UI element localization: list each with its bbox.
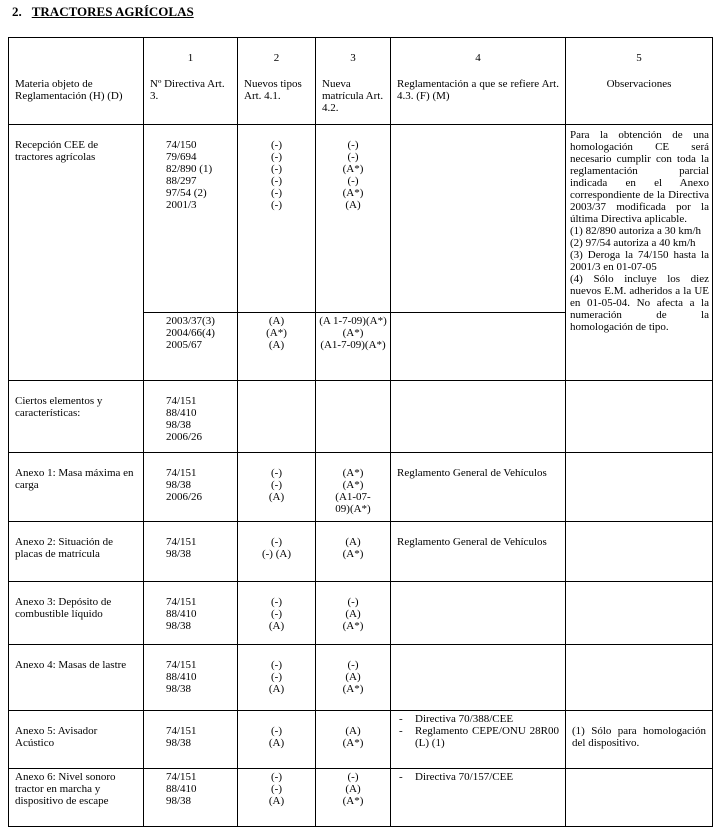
matricula-cell: (A) (A*) <box>316 711 391 769</box>
table-row <box>9 711 713 769</box>
matricula-cell: (A*) (A*) (A1-07- 09)(A*) <box>316 453 391 522</box>
section-number: 2. <box>12 4 22 19</box>
matricula-cell: (-) (-) (A*) (-) (A*) (A) <box>316 125 391 313</box>
table-row <box>9 381 713 453</box>
col-header-reglamentacion: Reglamentación a que se refiere Art. 4.3. (F) (M) <box>391 72 566 125</box>
materia-cell: Anexo 1: Masa máxima en carga <box>9 453 144 522</box>
reglamentacion-cell <box>391 313 566 381</box>
section-title: TRACTORES AGRÍCOLAS <box>31 4 194 19</box>
matricula-cell: (A 1-7-09)(A*) (A*) (A1-7-09)(A*) <box>316 313 391 381</box>
matricula-cell: (-) (A) (A*) <box>316 645 391 711</box>
col-header-observaciones: Observaciones <box>566 72 713 125</box>
nuevos-tipos-cell: (A) (A*) (A) <box>238 313 316 381</box>
materia-cell: Anexo 4: Masas de lastre <box>9 645 144 711</box>
nuevos-tipos-cell: (-) (-) (A) <box>238 453 316 522</box>
col-number-4: 4 <box>391 38 566 73</box>
materia-cell: Ciertos elementos y características: <box>9 381 144 453</box>
reglamentacion-cell: Reglamento General de Vehículos <box>391 522 566 582</box>
reglamentacion-list <box>397 771 559 783</box>
nuevos-tipos-cell: (-) (-) (A) <box>238 769 316 827</box>
reglamentacion-cell <box>391 711 566 769</box>
directiva-cell: 74/151 98/38 <box>144 522 238 582</box>
observaciones-cell: Para la obtención de una homologación CE será necesario cumplir con toda la reglamentación parcial indicada en el Anexo correspondiente de la Directiva 2003/37 modificada por la última Directiva aplicable. (1) 82/890 autoriza a 30 km/h (2) 97/54 autoriza a 40 km/h (3) Deroga la 74/150 hasta la 2001/3 en 01-07-05 (4) Sólo incluye los diez nuevos E.M. adheridos a la UE en 01-05-04. No afecta a la numeración de la homologación de tipo. <box>566 125 713 381</box>
section-heading <box>12 6 194 18</box>
materia-cell: Anexo 5: Avisador Acústico <box>9 711 144 769</box>
nuevos-tipos-cell: (-) (-) (A) <box>238 645 316 711</box>
directiva-cell: 74/151 88/410 98/38 <box>144 582 238 645</box>
directiva-cell: 2003/37(3) 2004/66(4) 2005/67 <box>144 313 238 381</box>
table-row <box>9 582 713 645</box>
reglamentacion-cell: Reglamento General de Vehículos <box>391 453 566 522</box>
list-item: - Directiva 70/388/CEE <box>397 713 559 725</box>
nuevos-tipos-cell: (-) (-) (-) (-) (-) (-) <box>238 125 316 313</box>
nuevos-tipos-cell: (-) (A) <box>238 711 316 769</box>
col-number-1: 1 <box>144 38 238 73</box>
directiva-cell: 74/151 98/38 2006/26 <box>144 453 238 522</box>
table-row <box>9 453 713 522</box>
col-header-nuevos-tipos: Nuevos tipos Art. 4.1. <box>238 72 316 125</box>
materia-cell: Anexo 6: Nivel sonoro tractor en marcha y dispositivo de escape <box>9 769 144 827</box>
table-row <box>9 125 713 313</box>
list-item: - Directiva 70/157/CEE <box>397 771 559 783</box>
table-row <box>9 522 713 582</box>
observaciones-cell: (1) Sólo para homologación del dispositivo. <box>566 711 713 769</box>
list-item: - Reglamento CEPE/ONU 28R00 (L) (1) <box>397 725 559 749</box>
column-number-row <box>9 38 713 73</box>
col-number-2: 2 <box>238 38 316 73</box>
materia-cell: Anexo 3: Depósito de combustible líquido <box>9 582 144 645</box>
col-header-materia: Materia objeto de Reglamentación (H) (D) <box>9 72 144 125</box>
table-row <box>9 645 713 711</box>
matricula-cell: (A) (A*) <box>316 522 391 582</box>
matricula-cell: (-) (A) (A*) <box>316 582 391 645</box>
col-number-3: 3 <box>316 38 391 73</box>
col-number-5: 5 <box>566 38 713 73</box>
directiva-cell: 74/151 98/38 <box>144 711 238 769</box>
directiva-cell: 74/151 88/410 98/38 <box>144 769 238 827</box>
nuevos-tipos-cell: (-) (-) (A) <box>238 582 316 645</box>
column-header-row <box>9 72 713 125</box>
materia-cell: Recepción CEE de tractores agrícolas <box>9 125 144 381</box>
directiva-cell: 74/150 79/694 82/890 (1) 88/297 97/54 (2) 2001/3 <box>144 125 238 313</box>
materia-cell: Anexo 2: Situación de placas de matrícula <box>9 522 144 582</box>
directiva-cell: 74/151 88/410 98/38 2006/26 <box>144 381 238 453</box>
directiva-cell: 74/151 88/410 98/38 <box>144 645 238 711</box>
regulation-table <box>8 37 713 827</box>
matricula-cell: (-) (A) (A*) <box>316 769 391 827</box>
table-row <box>9 769 713 827</box>
col-header-nueva-matricula: Nueva matrícula Art. 4.2. <box>316 72 391 125</box>
nuevos-tipos-cell: (-) (-) (A) <box>238 522 316 582</box>
reglamentacion-list <box>397 713 559 749</box>
reglamentacion-cell <box>391 769 566 827</box>
reglamentacion-cell <box>391 125 566 313</box>
col-header-directiva: Nº Directiva Art. 3. <box>144 72 238 125</box>
